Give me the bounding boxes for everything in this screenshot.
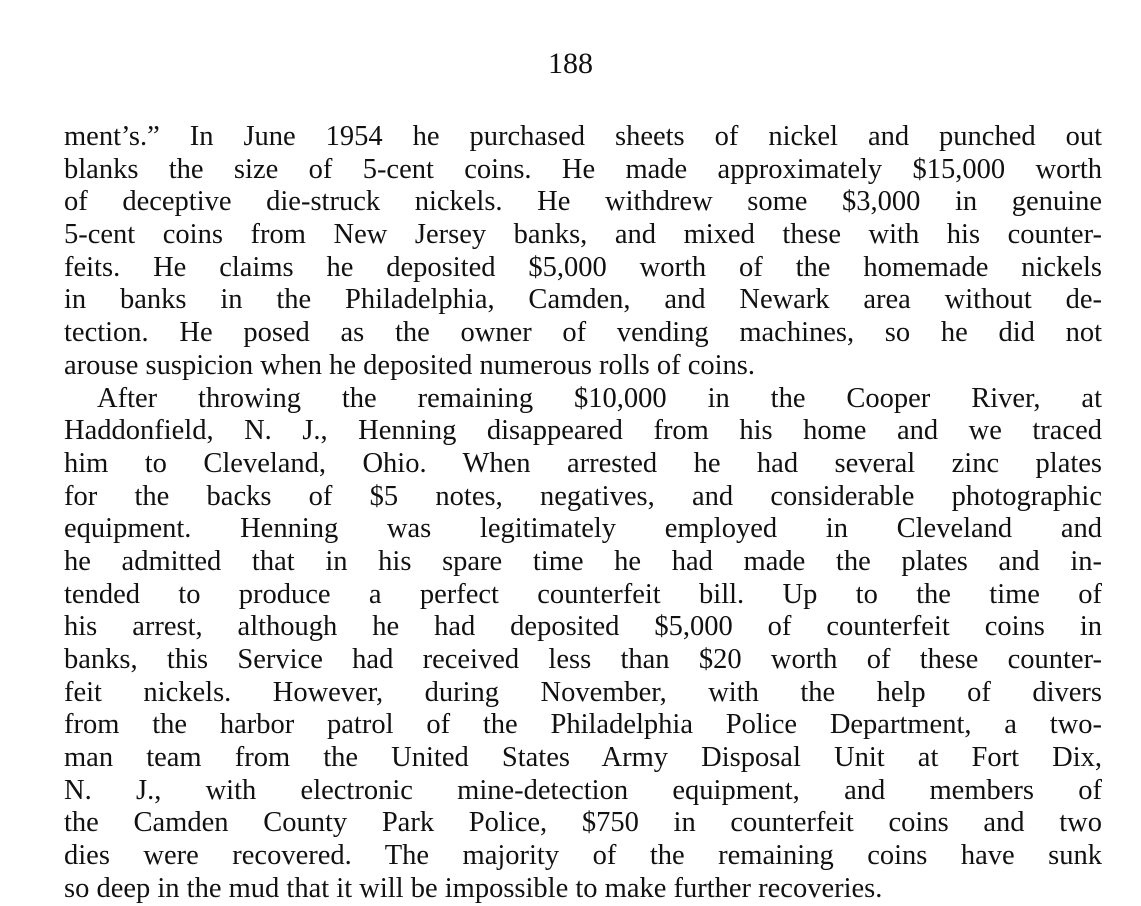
text-line: 5-cent coins from New Jersey banks, and mixed these with his counter- [64,219,1102,251]
body-text [64,121,1102,906]
text-line: he admitted that in his spare time he had made the plates and in- [64,545,1102,577]
text-line: dies were recovered. The majority of the remaining coins have sunk [64,840,1102,872]
text-line: from the harbor patrol of the Philadelphia Police Department, a two- [64,709,1102,741]
page-number: 188 [548,47,593,80]
text-line: him to Cleveland, Ohio. When arrested he had several zinc plates [64,447,1102,479]
text-line: After throwing the remaining $10,000 in the Cooper River, at [97,382,1102,414]
text-line: of deceptive die-struck nickels. He withdrew some $3,000 in genuine [64,186,1102,218]
text-line: tended to produce a perfect counterfeit bill. Up to the time of [64,578,1102,610]
text-line: Haddonfield, N. J., Henning disappeared from his home and we traced [64,415,1102,447]
text-line: so deep in the mud that it will be impossible to make further recoveries. [64,872,883,904]
text-line: feits. He claims he deposited $5,000 worth of the homemade nickels [64,251,1102,283]
text-line: arouse suspicion when he deposited numerous rolls of coins. [64,349,755,381]
text-line: his arrest, although he had deposited $5,000 of counterfeit coins in [64,611,1102,643]
text-line: the Camden County Park Police, $750 in counterfeit coins and two [64,807,1102,839]
text-line: feit nickels. However, during November, with the help of divers [64,676,1102,708]
text-line: blanks the size of 5-cent coins. He made approximately $15,000 worth [64,153,1102,185]
text-line: banks, this Service had received less than $20 worth of these counter- [64,644,1102,675]
text-line: ment’s.” In June 1954 he purchased sheets of nickel and punched out [64,121,1102,152]
text-line: in banks in the Philadelphia, Camden, and Newark area without de- [64,284,1102,316]
text-line: tection. He posed as the owner of vending machines, so he did not [64,317,1102,349]
text-line: N. J., with electronic mine-detection equipment, and members of [64,774,1102,806]
text-line: for the backs of $5 notes, negatives, and considerable photographic [64,480,1102,512]
text-line: man team from the United States Army Disposal Unit at Fort Dix, [64,742,1102,774]
text-line: equipment. Henning was legitimately employed in Cleveland and [64,513,1102,545]
